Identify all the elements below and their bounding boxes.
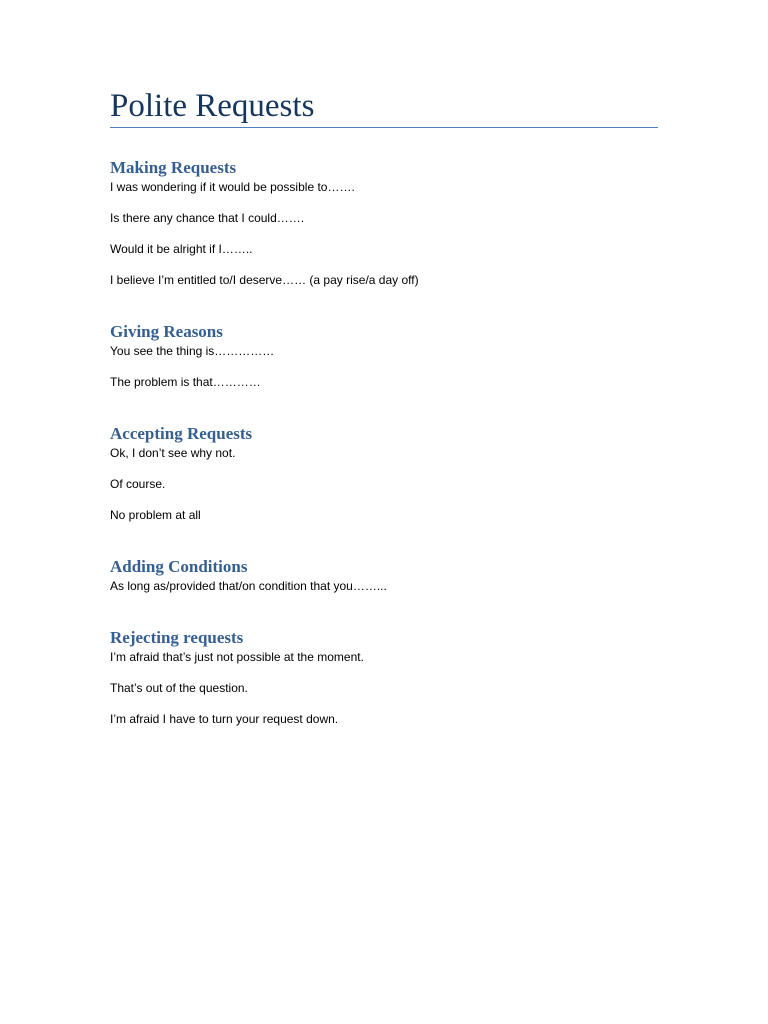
phrase-line: No problem at all [110,508,201,522]
phrase-line: Of course. [110,477,166,491]
phrase-line: I’m afraid that’s just not possible at the moment. [110,650,364,664]
section-heading: Making Requests [110,158,237,177]
phrase-line: I believe I’m entitled to/I deserve…… (a pay rise/a day off) [110,273,419,287]
section-heading: Accepting Requests [110,424,253,443]
section-rejecting-requests [110,627,658,727]
title-underline [110,127,658,128]
section-accepting-requests [110,423,658,523]
phrase-line: Would it be alright if I…….. [110,242,253,256]
phrase-line: Is there any chance that I could……. [110,211,305,225]
phrase-line: That’s out of the question. [110,681,248,695]
page-title: Polite Requests [110,88,315,124]
section-adding-conditions [110,556,658,594]
section-heading: Adding Conditions [110,557,248,576]
section-heading: Rejecting requests [110,628,244,647]
phrase-line: I’m afraid I have to turn your request down. [110,712,339,726]
phrase-line: I was wondering if it would be possible to……. [110,180,355,194]
phrase-line: As long as/provided that/on condition that you……... [110,579,387,593]
phrase-line: Ok, I don’t see why not. [110,446,236,460]
section-making-requests [110,157,658,288]
section-giving-reasons [110,321,658,390]
phrase-line: You see the thing is…………… [110,344,275,358]
phrase-line: The problem is that………… [110,375,261,389]
section-heading: Giving Reasons [110,322,223,341]
